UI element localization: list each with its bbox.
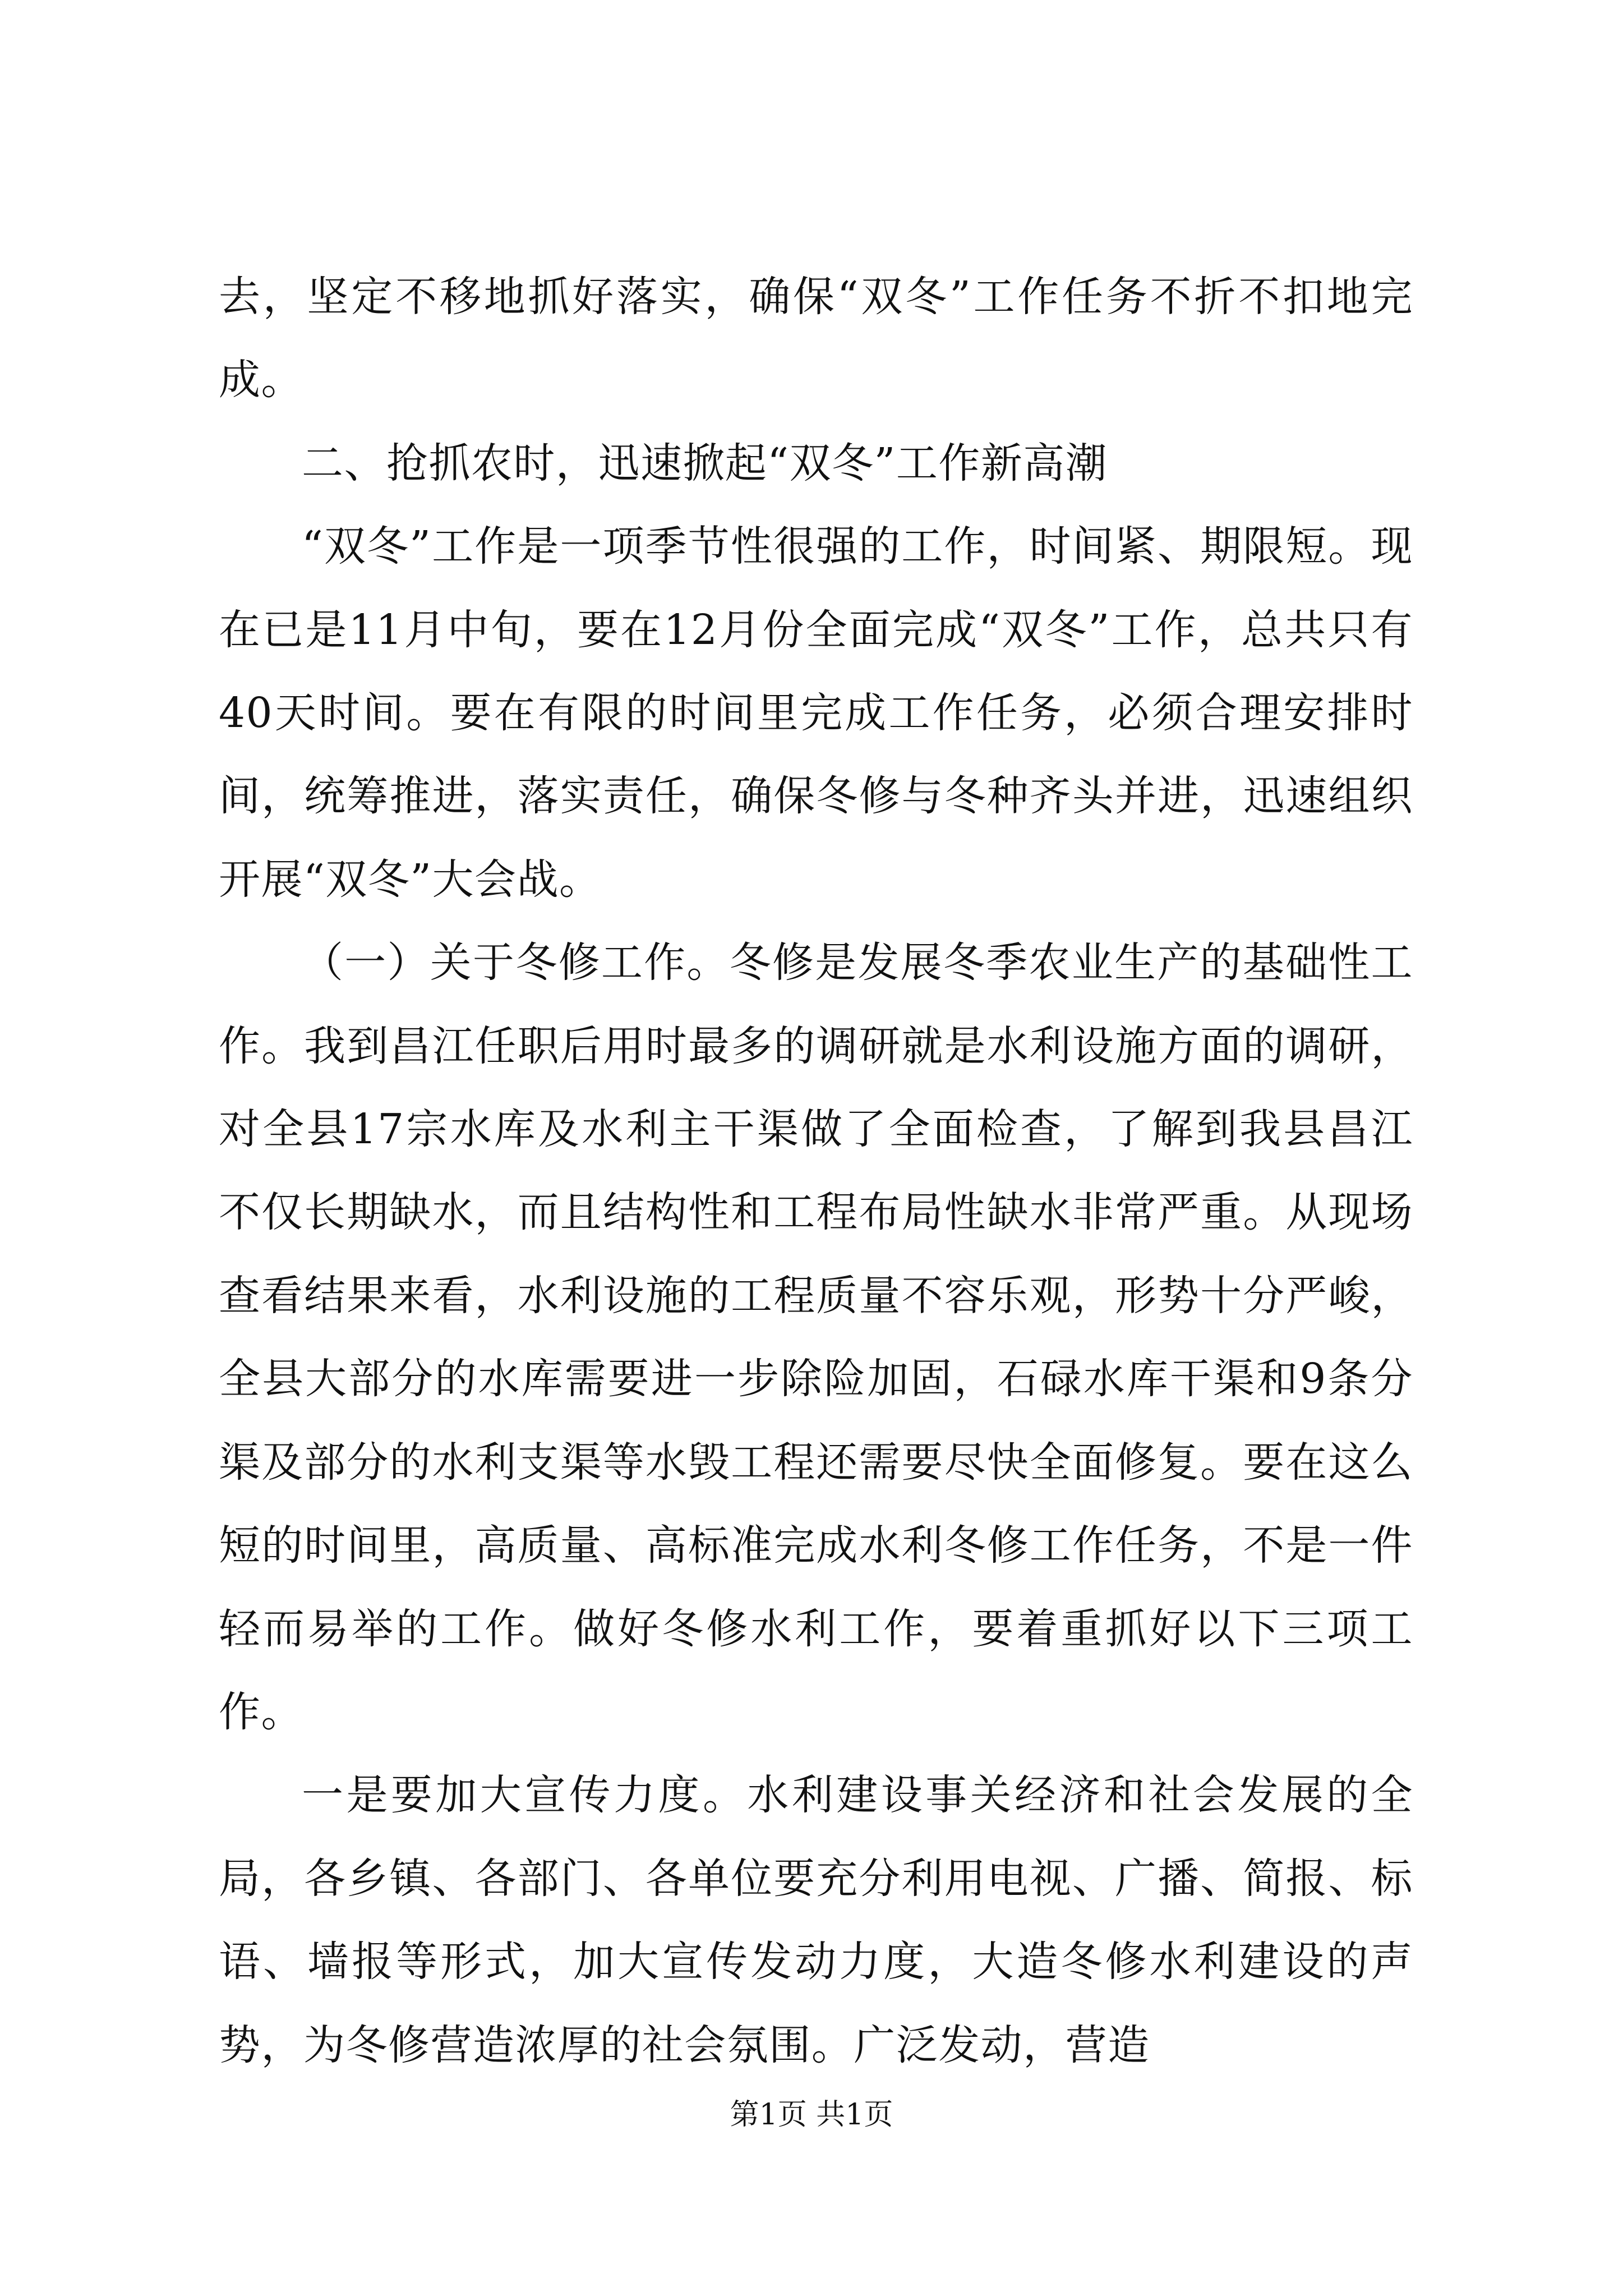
page-number-footer: 第1页 共1页	[730, 2098, 893, 2132]
paragraph: “双冬”工作是一项季节性很强的工作，时间紧、期限短。现在已是11月中旬，要在12月份全面完成“双冬”工作，总共只有40天时间。要在有限的时间里完成工作任务，必须合理安排时间，统筹推进，落实责任，确保冬修与冬种齐头并进，迅速组织开展“双冬”大会战。	[219, 522, 1413, 904]
paragraph-continuation: 去，坚定不移地抓好落实，确保“双冬”工作任务不折不扣地完成。	[219, 273, 1413, 404]
section-heading: 二、抢抓农时，迅速掀起“双冬”工作新高潮	[302, 439, 1108, 487]
paragraph: （一）关于冬修工作。冬修是发展冬季农业生产的基础性工作。我到昌江任职后用时最多的调研就是水利设施方面的调研，对全县17宗水库及水利主干渠做了全面检查，了解到我县昌江不仅长期缺水，而且结构性和工程布局性缺水非常严重。从现场查看结果来看，水利设施的工程质量不容乐观，形势十分严峻，全县大部分的水库需要进一步除险加固，石碌水库干渠和9条分渠及部分的水利支渠等水毁工程还需要尽快全面修复。要在这么短的时间里，高质量、高标准完成水利冬修工作任务，不是一件轻而易举的工作。做好冬修水利工作，要着重抓好以下三项工作。	[219, 938, 1413, 1736]
paragraph: 一是要加大宣传力度。水利建设事关经济和社会发展的全局，各乡镇、各部门、各单位要充分利用电视、广播、简报、标语、墙报等形式，加大宣传发动力度，大造冬修水利建设的声势，为冬修营造浓厚的社会氛围。广泛发动，营造	[219, 1771, 1413, 2069]
document-body	[219, 255, 1413, 2087]
